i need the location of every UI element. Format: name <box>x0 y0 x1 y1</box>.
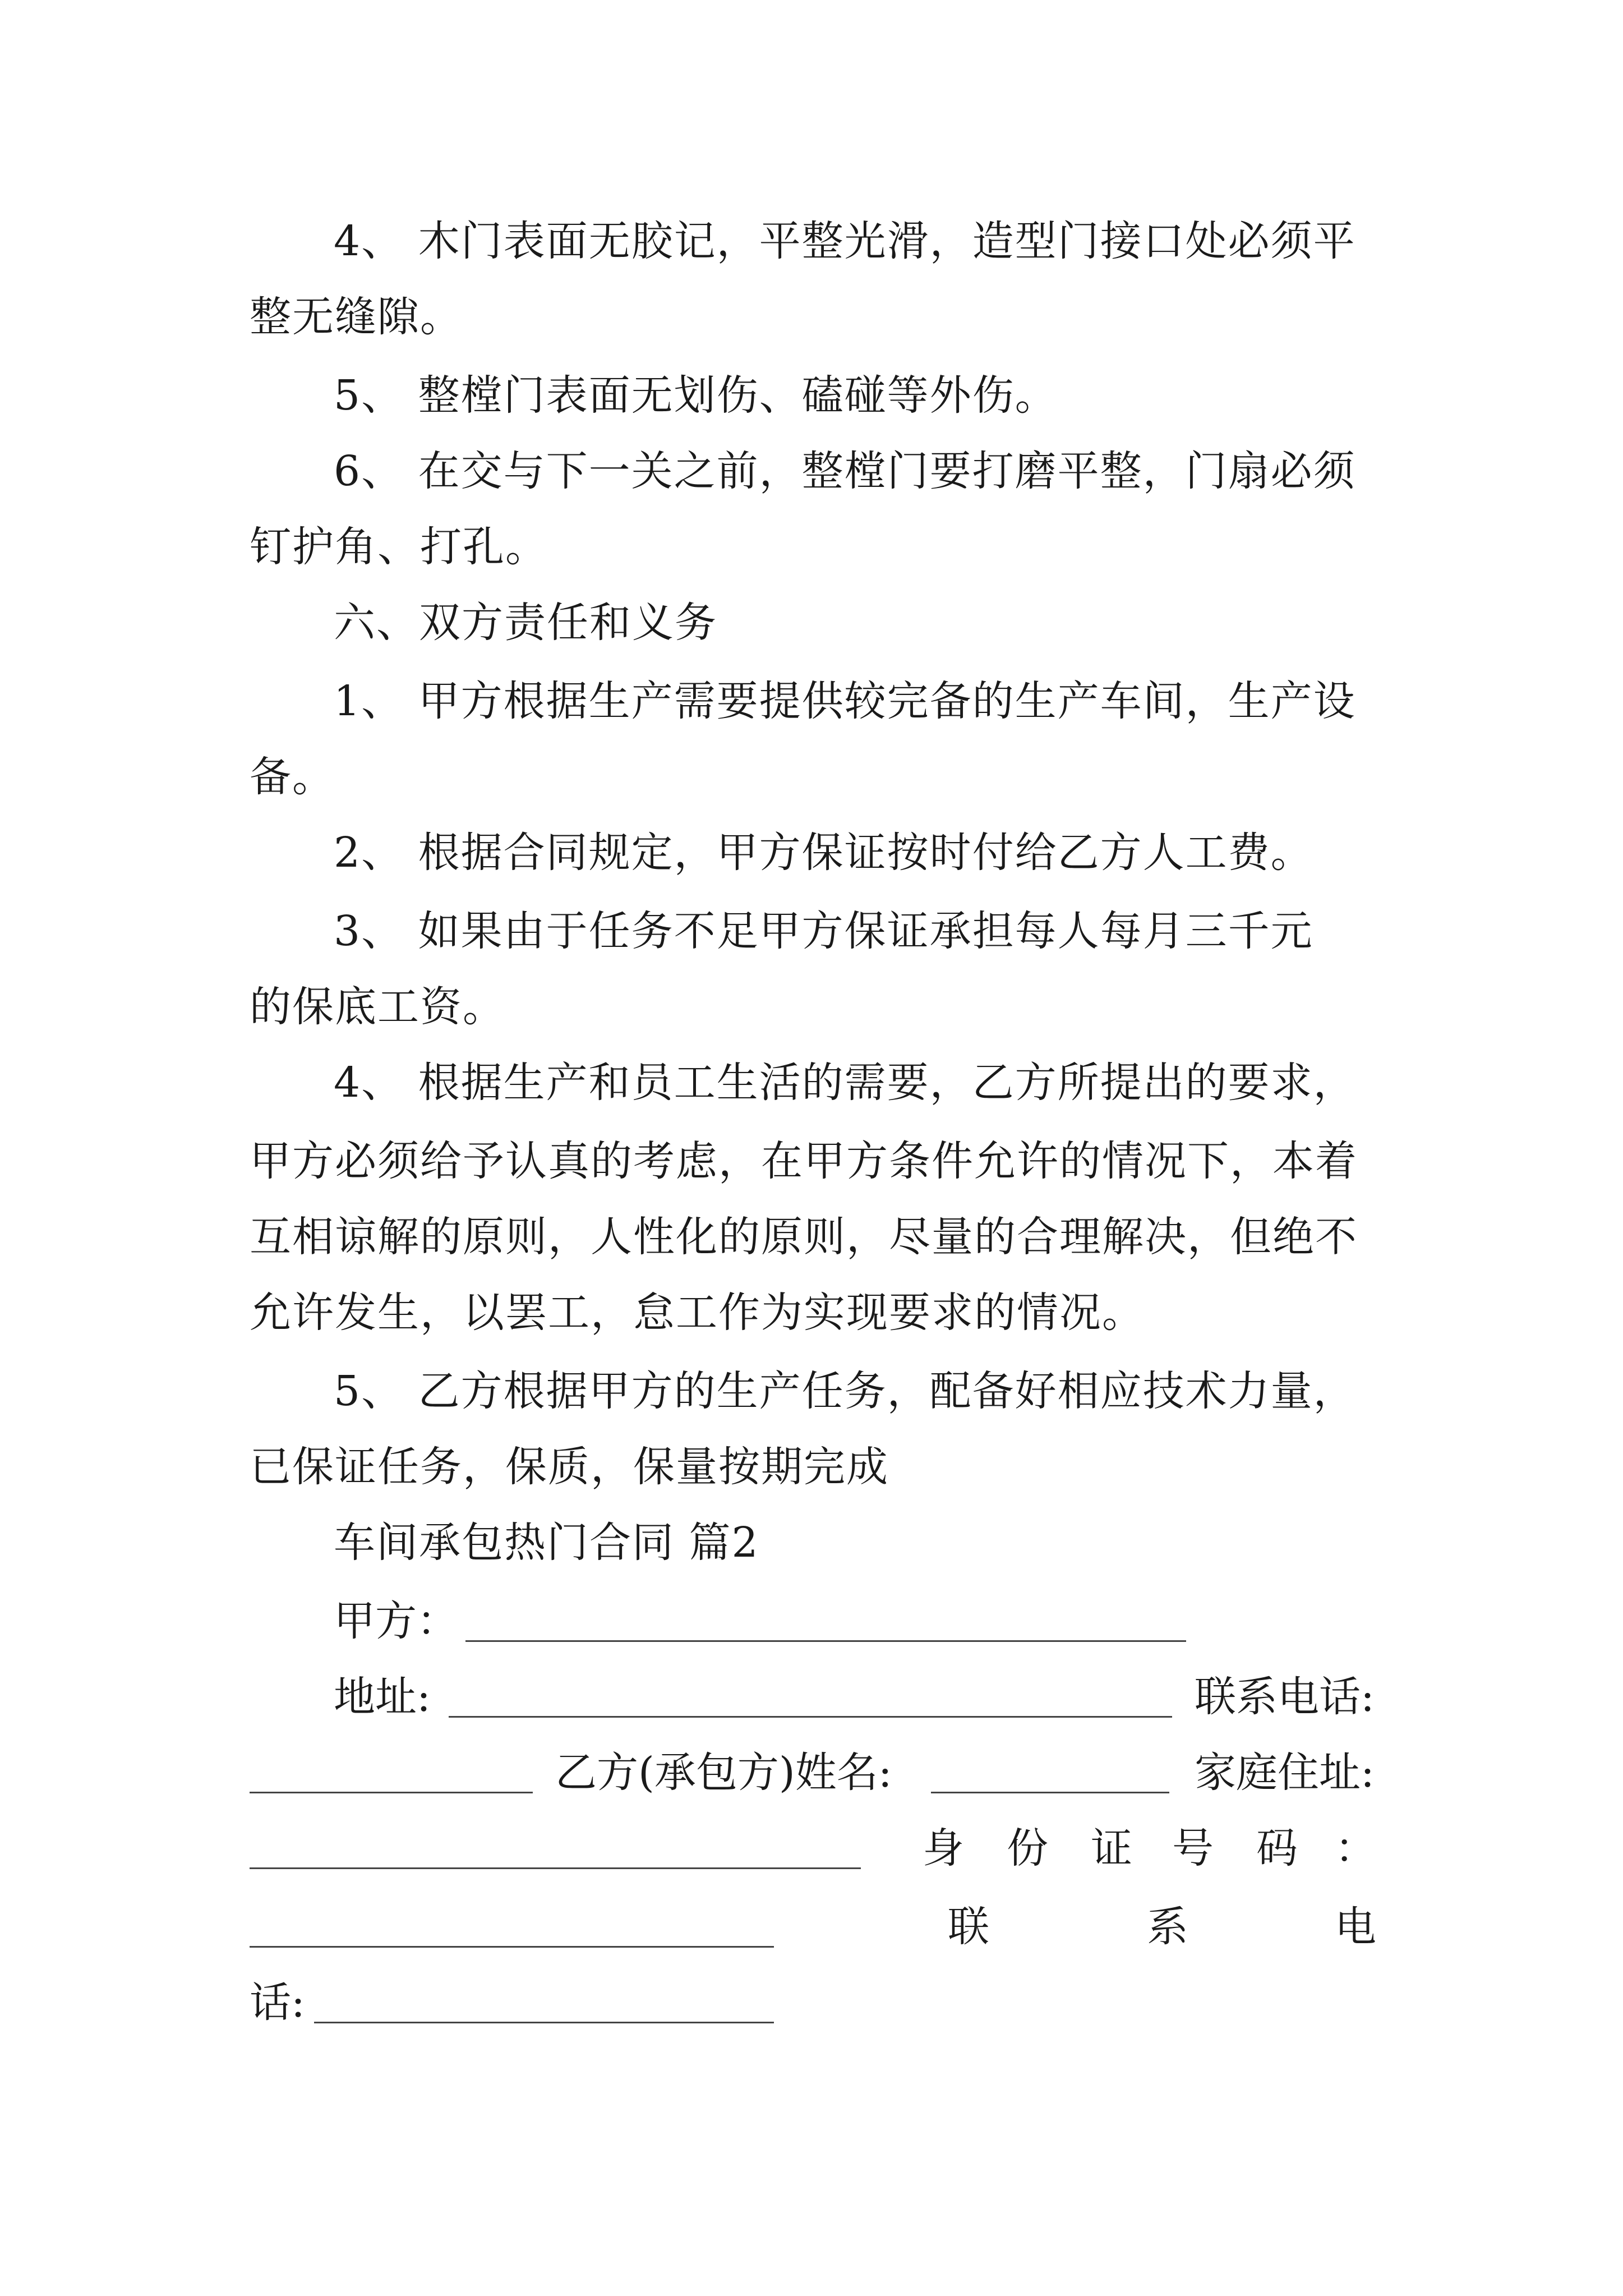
duty-2: 2、 根据合同规定，甲方保证按时付给乙方人工费。 <box>334 829 1313 877</box>
party-b-name-blank[interactable] <box>931 1792 1169 1793</box>
contact-char-2: 系 <box>1147 1903 1188 1951</box>
phone-blank[interactable] <box>250 1792 533 1793</box>
duty-3-line-2: 的保底工资。 <box>250 983 505 1031</box>
contract-2-title: 车间承包热门合同 篇2 <box>334 1519 759 1567</box>
duty-5-line-1: 5、 乙方根据甲方的生产任务，配备好相应技术力量， <box>334 1367 1356 1415</box>
phone-label: 联系电话: <box>1195 1673 1375 1721</box>
duty-4-line-2: 甲方必须给予认真的考虑，在甲方条件允许的情况下，本着 <box>250 1137 1358 1185</box>
id-number-blank[interactable] <box>250 1946 774 1948</box>
id-char-3: 证 <box>1091 1824 1132 1872</box>
clause-6-line-2: 钉护角、打孔。 <box>250 523 548 571</box>
duty-4-line-1: 4、 根据生产和员工生活的需要，乙方所提出的要求， <box>334 1059 1356 1107</box>
clause-6-line-1: 6、 在交与下一关之前，整樘门要打磨平整，门扇必须 <box>334 447 1356 495</box>
address-blank[interactable] <box>449 1716 1172 1718</box>
party-b-row <box>250 1745 1377 1801</box>
contact-char-1: 联 <box>948 1903 989 1951</box>
duty-1-line-2: 备。 <box>250 753 335 801</box>
clause-5: 5、 整樘门表面无划伤、磕碰等外伤。 <box>334 371 1058 420</box>
contact-phone-row <box>250 1975 1377 2031</box>
phone-tail-label: 话: <box>250 1978 305 2027</box>
clause-4-line-1: 4、 木门表面无胶记，平整光滑，造型门接口处必须平 <box>334 217 1356 265</box>
duty-5-line-2: 已保证任务，保质，保量按期完成 <box>250 1443 889 1491</box>
contact-phone-blank[interactable] <box>314 2022 774 2023</box>
id-char-1: 身 <box>923 1824 964 1872</box>
duty-3-line-1: 3、 如果由于任务不足甲方保证承担每人每月三千元 <box>334 907 1313 955</box>
id-char-6: ： <box>1335 1824 1376 1872</box>
id-char-4: 号 <box>1172 1824 1214 1872</box>
id-row <box>250 1820 1377 1876</box>
home-address-label: 家庭住址: <box>1195 1749 1375 1797</box>
duty-1-line-1: 1、 甲方根据生产需要提供较完备的生产车间，生产设 <box>334 677 1356 725</box>
party-a-label: 甲方： <box>334 1597 458 1645</box>
party-a-row <box>250 1593 1377 1649</box>
id-char-5: 码 <box>1256 1824 1298 1872</box>
party-b-label: 乙方(承包方)姓名: <box>555 1749 892 1797</box>
id-char-2: 份 <box>1007 1824 1048 1872</box>
contact-row <box>250 1899 1377 1955</box>
party-a-blank[interactable] <box>465 1640 1186 1642</box>
duty-4-line-3: 互相谅解的原则，人性化的原则，尽量的合理解决，但绝不 <box>250 1213 1358 1261</box>
home-address-blank[interactable] <box>250 1867 861 1869</box>
clause-4-line-2: 整无缝隙。 <box>250 293 463 341</box>
address-label: 地址: <box>334 1673 431 1721</box>
contact-char-3: 电 <box>1335 1903 1376 1951</box>
address-row <box>250 1669 1377 1725</box>
section-heading: 六、双方责任和义务 <box>334 599 717 647</box>
duty-4-line-4: 允许发生，以罢工，怠工作为实现要求的情况。 <box>250 1289 1145 1337</box>
